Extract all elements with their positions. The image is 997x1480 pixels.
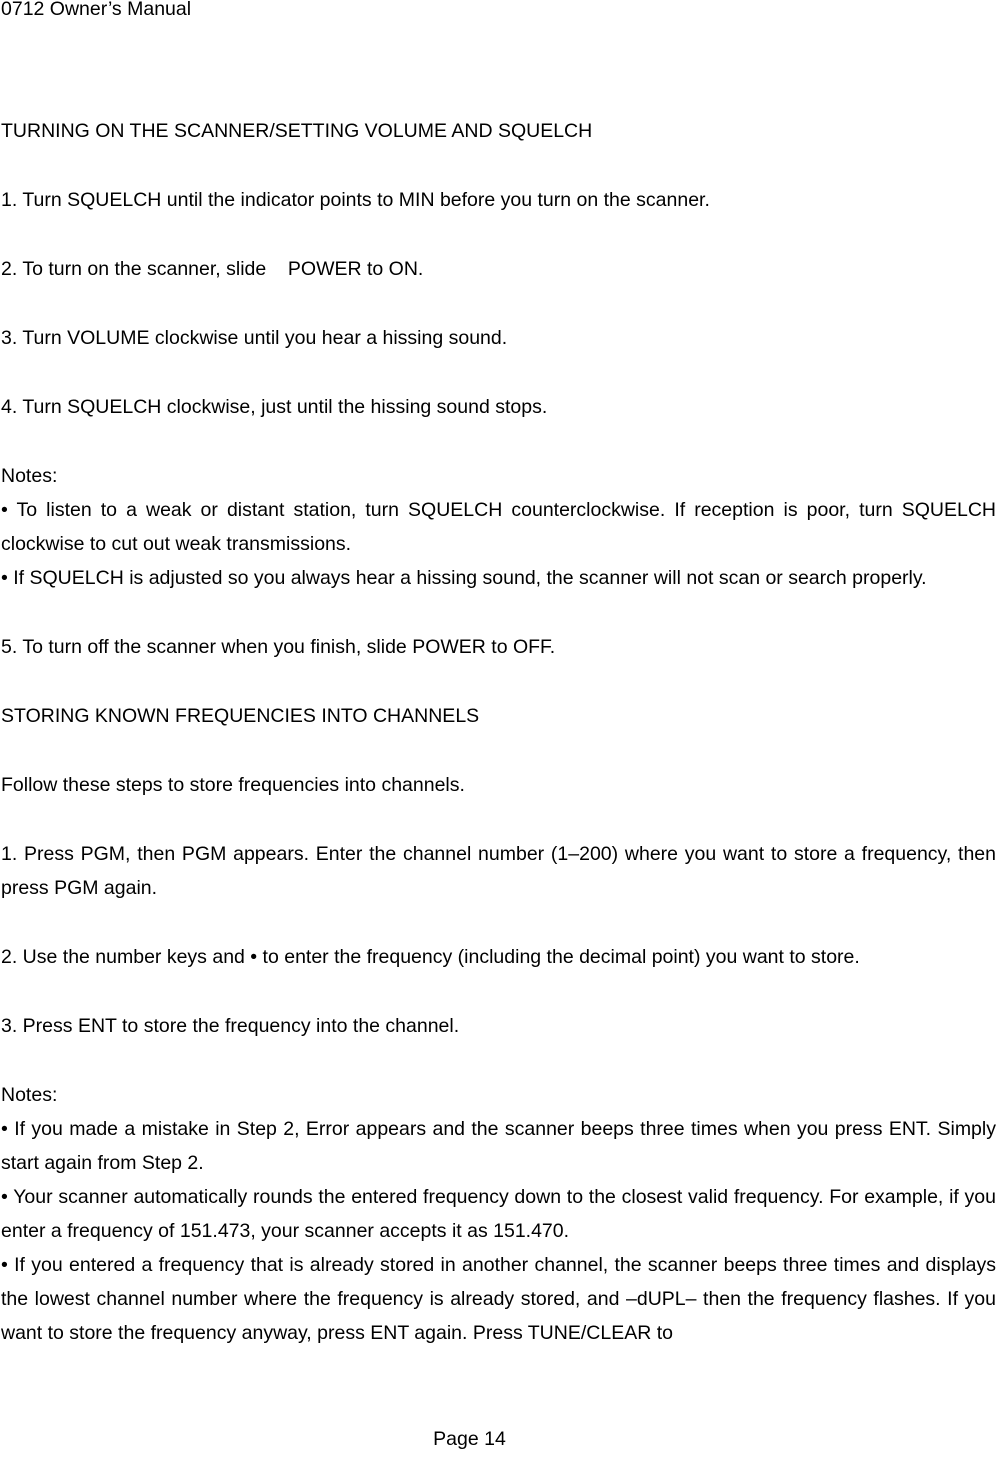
squelch-step-4: 4. Turn SQUELCH clockwise, just until the hissing sound stops.: [1, 396, 548, 418]
storing-note-1: • If you made a mistake in Step 2, Error appears and the scanner beeps three times when you press ENT. Simply start again from Step 2.: [1, 1118, 996, 1174]
storing-note-3: • If you entered a frequency that is already stored in another channel, the scanner beeps three times and displays the lowest channel number where the frequency is already stored, and –dUPL– then the frequency flashes. If you want to store the frequency anyway, press ENT again. Press TUNE/CLEAR to: [1, 1254, 996, 1344]
page-header: 0712 Owner’s Manual: [1, 0, 192, 20]
storing-step-3: 3. Press ENT to store the frequency into the channel.: [1, 1015, 460, 1037]
storing-step-2: 2. Use the number keys and • to enter the frequency (including the decimal point) you want to store.: [1, 946, 860, 968]
section-heading-squelch: TURNING ON THE SCANNER/SETTING VOLUME AND SQUELCH: [1, 120, 593, 142]
page-number: Page 14: [433, 1428, 506, 1450]
squelch-step-1: 1. Turn SQUELCH until the indicator points to MIN before you turn on the scanner.: [1, 189, 710, 211]
squelch-note-1: • To listen to a weak or distant station, turn SQUELCH counterclockwise. If reception is poor, turn SQUELCH clockwise to cut out weak transmissions.: [1, 499, 996, 555]
storing-notes-label: Notes:: [1, 1084, 58, 1106]
squelch-step-3: 3. Turn VOLUME clockwise until you hear a hissing sound.: [1, 327, 508, 349]
storing-intro: Follow these steps to store frequencies into channels.: [1, 774, 465, 796]
squelch-step-2: 2. To turn on the scanner, slide POWER to ON.: [1, 258, 424, 280]
squelch-notes-label: Notes:: [1, 465, 58, 487]
squelch-note-2: • If SQUELCH is adjusted so you always hear a hissing sound, the scanner will not scan or search properly.: [1, 567, 927, 589]
storing-step-1: 1. Press PGM, then PGM appears. Enter the channel number (1–200) where you want to store a frequency, then press PGM again.: [1, 843, 996, 899]
section-heading-storing: STORING KNOWN FREQUENCIES INTO CHANNELS: [1, 705, 480, 727]
manual-content: [1, 114, 996, 1350]
squelch-step-5: 5. To turn off the scanner when you finish, slide POWER to OFF.: [1, 636, 556, 658]
storing-note-2: • Your scanner automatically rounds the entered frequency down to the closest valid frequency. For example, if you enter a frequency of 151.473, your scanner accepts it as 151.470.: [1, 1186, 996, 1242]
